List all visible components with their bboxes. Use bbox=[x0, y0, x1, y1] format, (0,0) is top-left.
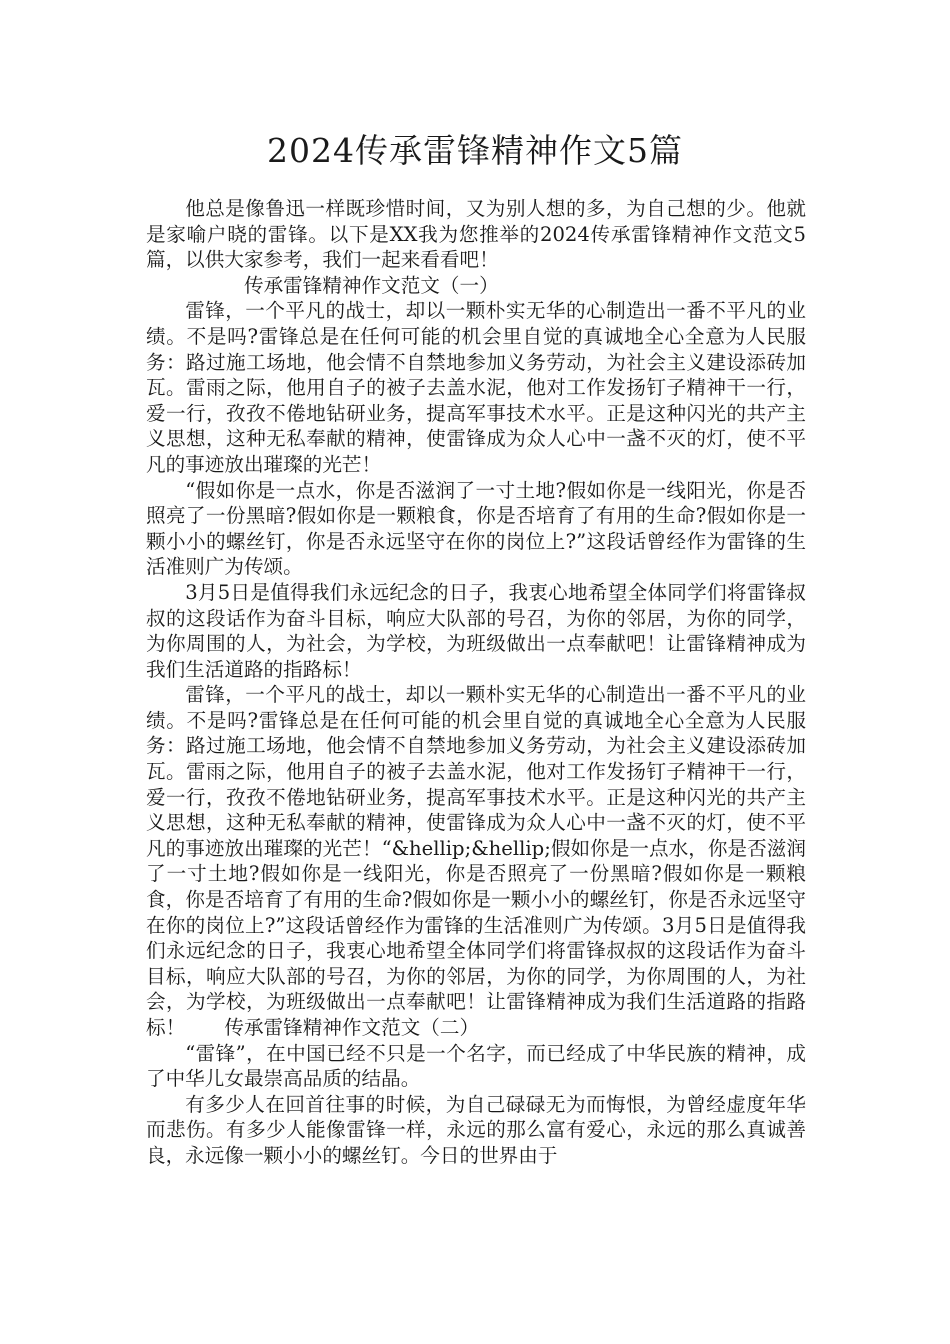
section-heading: 传承雷锋精神作文范文（一） bbox=[244, 273, 499, 297]
body-paragraph: “假如你是一点水，你是否滋润了一寸土地?假如你是一线阳光，你是否照亮了一份黑暗?假如你是一颗粮食，你是否培育了有用的生命?假如你是一颗小小的螺丝钉，你是否永远坚守在你的岗位上?”这段话曾经作为雷锋的生活准则广为传颂。 bbox=[146, 478, 806, 579]
intro-paragraph: 他总是像鲁迅一样既珍惜时间，又为别人想的多，为自己想的少。他就是家喻户晓的雷锋。以下是XX我为您推举的2024传承雷锋精神作文范文5篇，以供大家参考，我们一起来看看吧！ bbox=[146, 197, 806, 272]
body-paragraph: “雷锋”，在中国已经不只是一个名字，而已经成了中华民族的精神，成了中华儿女最崇高品质的结晶。 bbox=[146, 1041, 806, 1091]
body-paragraph: 有多少人在回首往事的时候，为自己碌碌无为而悔恨，为曾经虚度年华而悲伤。有多少人能像雷锋一样，永远的那么富有爱心，永远的那么真诚善良，永远像一颗小小的螺丝钉。今日的世界由于 bbox=[146, 1092, 806, 1167]
body-paragraph: 雷锋，一个平凡的战士，却以一颗朴实无华的心制造出一番不平凡的业绩。不是吗?雷锋总是在任何可能的机会里自觉的真诚地全心全意为人民服务：路过施工场地，他会情不自禁地参加义务劳动，为社会主义建设添砖加瓦。雷雨之际，他用自子的被子去盖水泥，他对工作发扬钉子精神干一行，爱一行，孜孜不倦地钻研业务，提高军事技术水平。正是这种闪光的共产主义思想，这种无私奉献的精神，使雷锋成为众人心中一盏不灭的灯，使不平凡的事迹放出璀璨的光芒！ bbox=[146, 299, 806, 476]
document-body bbox=[146, 196, 806, 1169]
document-title: 2024传承雷锋精神作文5篇 bbox=[267, 131, 683, 170]
body-paragraph: 雷锋，一个平凡的战士，却以一颗朴实无华的心制造出一番不平凡的业绩。不是吗?雷锋总是在任何可能的机会里自觉的真诚地全心全意为人民服务：路过施工场地，他会情不自禁地参加义务劳动，为社会主义建设添砖加瓦。雷雨之际，他用自子的被子去盖水泥，他对工作发扬钉子精神干一行，爱一行，孜孜不倦地钻研业务，提高军事技术水平。正是这种闪光的共产主义思想，这种无私奉献的精神，使雷锋成为众人心中一盏不灭的灯，使不平凡的事迹放出璀璨的光芒！“&hellip;&hellip;假如你是一点水，你是否滋润了一寸土地?假如你是一线阳光，你是否照亮了一份黑暗?假如你是一颗粮食，你是否培育了有用的生命?假如你是一颗小小的螺丝钉，你是否永远坚守在你的岗位上?”这段话曾经作为雷锋的生活准则广为传颂。3月5日是值得我们永远纪念的日子，我衷心地希望全体同学们将雷锋叔叔的这段话作为奋斗目标，响应大队部的号召，为你的邻居，为你的同学，为你周围的人，为社会，为学校，为班级做出一点奉献吧！让雷锋精神成为我们生活道路的指路标！ 传承雷锋精神作文范文（二） bbox=[146, 683, 806, 1039]
body-paragraph: 3月5日是值得我们永远纪念的日子，我衷心地希望全体同学们将雷锋叔叔的这段话作为奋斗目标，响应大队部的号召，为你的邻居，为你的同学，为你周围的人，为社会，为学校，为班级做出一点奉献吧！让雷锋精神成为我们生活道路的指路标！ bbox=[146, 580, 806, 681]
